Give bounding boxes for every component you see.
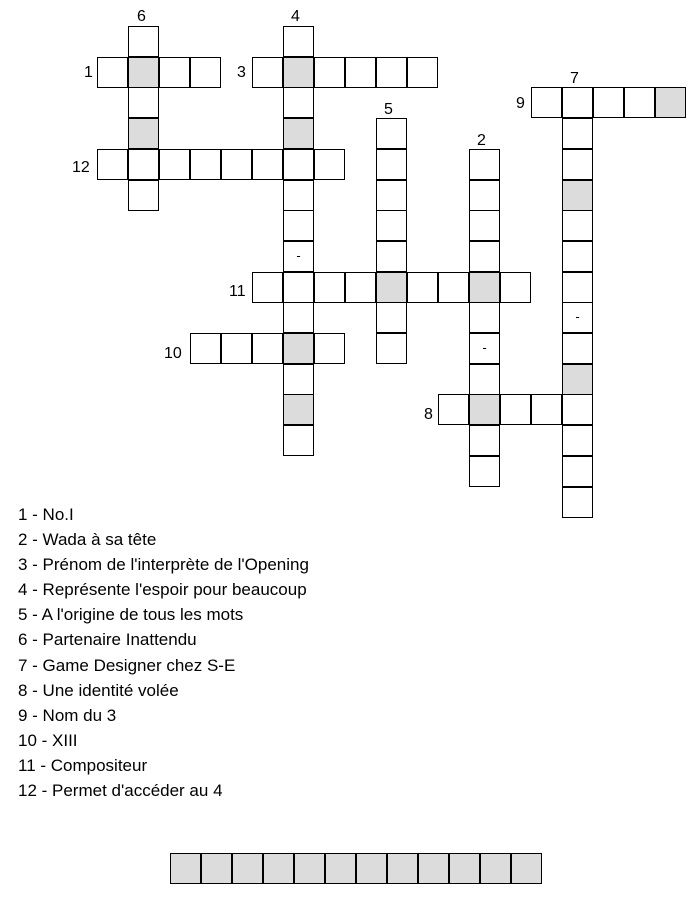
clue-item: 4 - Représente l'espoir pour beaucoup [18, 580, 307, 600]
grid-cell[interactable] [128, 26, 159, 57]
clue-item: 2 - Wada à sa tête [18, 530, 157, 550]
grid-cell[interactable] [562, 118, 593, 149]
grid-cell[interactable] [376, 241, 407, 272]
grid-cell[interactable] [562, 210, 593, 241]
grid-cell[interactable] [562, 394, 593, 425]
grid-cell-shaded[interactable] [562, 364, 593, 395]
grid-cell[interactable] [190, 57, 221, 88]
grid-cell[interactable] [562, 241, 593, 272]
grid-cell[interactable] [531, 394, 562, 425]
grid-cell[interactable] [376, 57, 407, 88]
grid-cell[interactable] [562, 333, 593, 364]
grid-cell[interactable] [376, 333, 407, 364]
grid-cell-dash[interactable]: - [469, 333, 500, 364]
answer-cell[interactable] [232, 853, 263, 884]
clue-item: 3 - Prénom de l'interprète de l'Opening [18, 555, 309, 575]
grid-cell[interactable] [593, 87, 624, 118]
grid-cell[interactable] [562, 487, 593, 518]
grid-cell-shaded[interactable] [562, 180, 593, 211]
clue-item: 8 - Une identité volée [18, 680, 179, 700]
grid-cell[interactable] [283, 149, 314, 180]
grid-cell[interactable] [283, 364, 314, 395]
grid-cell[interactable] [469, 241, 500, 272]
grid-cell[interactable] [97, 57, 128, 88]
grid-cell[interactable] [438, 394, 469, 425]
grid-cell[interactable] [159, 149, 190, 180]
answer-cell[interactable] [356, 853, 387, 884]
grid-cell[interactable] [469, 210, 500, 241]
grid-cell[interactable] [190, 333, 221, 364]
clue-item: 1 - No.I [18, 505, 74, 524]
answer-cell[interactable] [263, 853, 294, 884]
grid-cell[interactable] [469, 425, 500, 456]
grid-cell[interactable] [469, 364, 500, 395]
grid-cell[interactable] [314, 333, 345, 364]
grid-cell-dash[interactable]: - [562, 302, 593, 333]
grid-cell-shaded[interactable] [283, 57, 314, 88]
grid-cell[interactable] [128, 149, 159, 180]
grid-cell[interactable] [283, 272, 314, 303]
grid-cell[interactable] [221, 333, 252, 364]
grid-cell[interactable] [283, 210, 314, 241]
grid-cell[interactable] [562, 272, 593, 303]
grid-cell[interactable] [128, 180, 159, 211]
clue-item: 6 - Partenaire Inattendu [18, 630, 197, 650]
answer-cell[interactable] [480, 853, 511, 884]
clue-number-9: 9 [516, 95, 525, 112]
grid-cell[interactable] [376, 149, 407, 180]
clue-number-12: 12 [72, 159, 90, 176]
grid-cell[interactable] [252, 333, 283, 364]
answer-cell[interactable] [449, 853, 480, 884]
grid-cell[interactable] [407, 272, 438, 303]
grid-cell[interactable] [624, 87, 655, 118]
clue-item: 5 - A l'origine de tous les mots [18, 605, 244, 625]
clue-item: 10 - XIII [18, 730, 78, 750]
grid-cell-shaded[interactable] [283, 333, 314, 364]
clue-number-6: 6 [137, 8, 146, 25]
clue-number-3: 3 [237, 64, 246, 81]
grid-cell[interactable] [314, 57, 345, 88]
grid-cell-shaded[interactable] [469, 394, 500, 425]
grid-cell-shaded[interactable] [283, 118, 314, 149]
grid-cell[interactable] [314, 149, 345, 180]
grid-cell[interactable] [407, 57, 438, 88]
clue-number-5: 5 [384, 101, 393, 118]
grid-cell[interactable] [190, 149, 221, 180]
grid-cell[interactable] [469, 180, 500, 211]
grid-cell[interactable] [345, 57, 376, 88]
answer-cell[interactable] [387, 853, 418, 884]
grid-cell-shaded[interactable] [376, 272, 407, 303]
grid-cell[interactable] [159, 57, 190, 88]
grid-cell[interactable] [252, 272, 283, 303]
clue-number-4: 4 [291, 8, 300, 25]
grid-cell[interactable] [500, 272, 531, 303]
answer-cell[interactable] [294, 853, 325, 884]
clue-number-2: 2 [477, 132, 486, 149]
clue-item: 12 - Permet d'accéder au 4 [18, 781, 223, 801]
grid-cell[interactable] [283, 180, 314, 211]
grid-cell[interactable] [283, 87, 314, 118]
grid-cell[interactable] [562, 87, 593, 118]
grid-cell[interactable] [438, 272, 469, 303]
grid-cell[interactable] [283, 302, 314, 333]
grid-cell-shaded[interactable] [655, 87, 686, 118]
grid-cell[interactable] [283, 26, 314, 57]
clue-number-10: 10 [164, 345, 182, 362]
grid-cell[interactable] [314, 272, 345, 303]
grid-cell[interactable] [562, 456, 593, 487]
grid-cell[interactable] [469, 302, 500, 333]
clue-number-1: 1 [84, 64, 93, 81]
grid-cell-shaded[interactable] [128, 118, 159, 149]
grid-cell-dash[interactable]: - [283, 241, 314, 272]
grid-cell[interactable] [252, 57, 283, 88]
grid-cell[interactable] [469, 149, 500, 180]
answer-cell[interactable] [511, 853, 542, 884]
grid-cell[interactable] [283, 425, 314, 456]
grid-cell[interactable] [531, 87, 562, 118]
clue-number-8: 8 [424, 406, 433, 423]
grid-cell[interactable] [345, 272, 376, 303]
answer-cell[interactable] [170, 853, 201, 884]
answer-cell[interactable] [201, 853, 232, 884]
grid-cell[interactable] [376, 210, 407, 241]
grid-cell[interactable] [562, 425, 593, 456]
grid-cell[interactable] [500, 394, 531, 425]
answer-cell[interactable] [325, 853, 356, 884]
grid-cell-shaded[interactable] [128, 57, 159, 88]
clue-item: 7 - Game Designer chez S-E [18, 655, 236, 675]
grid-cell[interactable] [97, 149, 128, 180]
grid-cell[interactable] [376, 118, 407, 149]
grid-cell-shaded[interactable] [469, 272, 500, 303]
grid-cell[interactable] [469, 456, 500, 487]
clue-list [18, 503, 309, 804]
grid-cell[interactable] [221, 149, 252, 180]
clue-item: 11 - Compositeur [18, 755, 148, 775]
answer-cell[interactable] [418, 853, 449, 884]
grid-cell[interactable] [376, 180, 407, 211]
grid-cell-shaded[interactable] [283, 394, 314, 425]
grid-cell[interactable] [128, 87, 159, 118]
grid-cell[interactable] [376, 302, 407, 333]
grid-cell[interactable] [562, 149, 593, 180]
grid-cell[interactable] [252, 149, 283, 180]
clue-number-7: 7 [570, 70, 579, 87]
clue-item: 9 - Nom du 3 [18, 705, 117, 725]
clue-number-11: 11 [229, 283, 246, 300]
